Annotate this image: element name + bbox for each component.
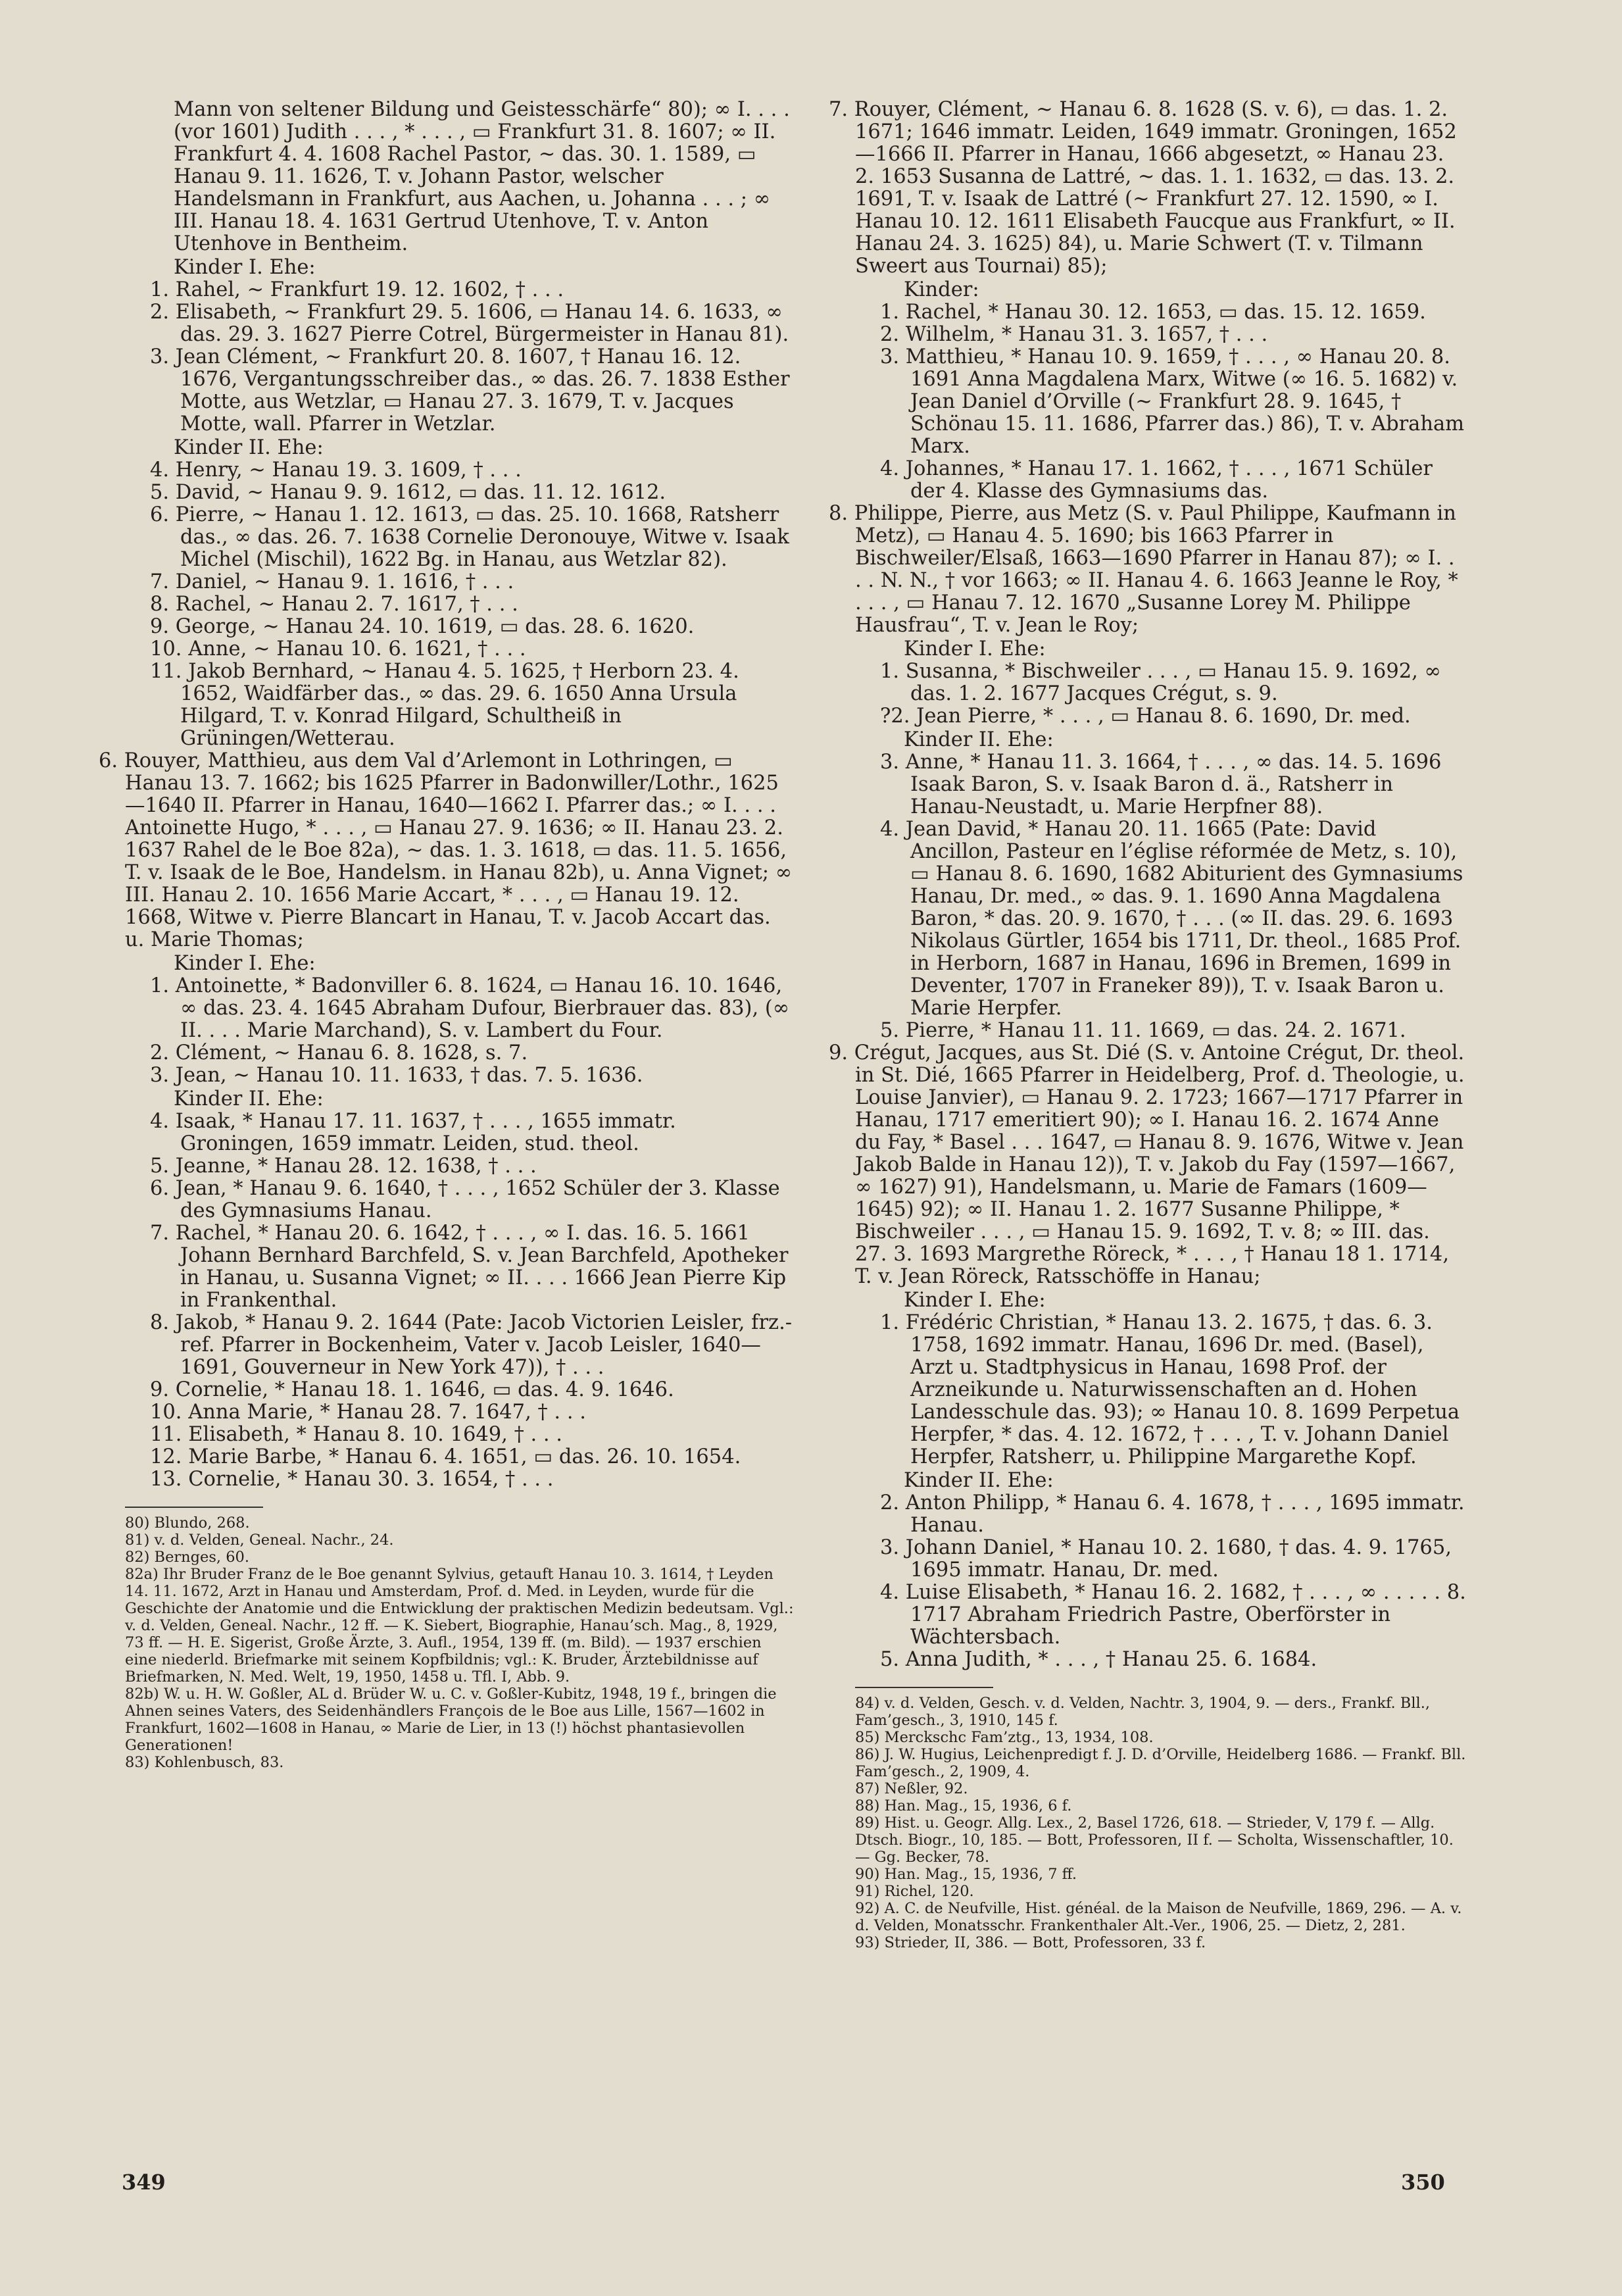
- section-heading: Kinder II. Ehe:: [904, 728, 1054, 751]
- child-entry: 1. Rahel, ∼ Frankfurt 19. 12. 1602, † . . .: [150, 278, 564, 301]
- child-entry: 5. Pierre, * Hanau 11. 11. 1669, ▭ das. 24. 2. 1671.: [880, 1019, 1406, 1042]
- footnote: 86) J. W. Hugius, Leichenpredigt f. J. D. d’Orville, Heidelberg 1686. — Frankf. Bll. Fam’gesch., 2, 1909, 4.: [855, 1746, 1466, 1780]
- child-entry: 10. Anne, ∼ Hanau 10. 6. 1621, † . . .: [150, 637, 526, 661]
- child-entry: 4. Johannes, * Hanau 17. 1. 1662, † . . . , 1671 Schüler der 4. Klasse des Gymnasiums das.: [880, 457, 1433, 503]
- footnote: 89) Hist. u. Geogr. Allg. Lex., 2, Basel 1726, 618. — Strieder, V, 179 f. — Allg. Dtsch. Biogr., 10, 185. — Bott, Professoren, II f. — Scholta, Wissenschaftler, 10. — Gg. Becker, 78.: [855, 1814, 1454, 1866]
- child-entry: 3. Matthieu, * Hanau 10. 9. 1659, † . . . , ∞ Hanau 20. 8. 1691 Anna Magdalena Marx, Witwe (∞ 16. 5. 1682) v. Jean Daniel d’Orville (∼ Frankfurt 28. 9. 1645, † Schönau 15. 11. 1686, Pfarrer das.) 86), T. v. Abraham Marx.: [880, 345, 1465, 458]
- footnote: 85) Merckschc Fam’ztg., 13, 1934, 108.: [855, 1729, 1154, 1746]
- genealogy-entry: 8. Philippe, Pierre, aus Metz (S. v. Paul Philippe, Kaufmann in Metz), ▭ Hanau 4. 5. 1690; bis 1663 Pfarrer in Bischweiler/Elsaß, 1663—1690 Pfarrer in Hanau 87); ∞ I. . . . N. N., † vor 1663; ∞ II. Hanau 4. 6. 1663 Jeanne le Roy, * . . . , ▭ Hanau 7. 12. 1670 „Susanne Lorey M. Philippe Hausfrau“, T. v. Jean le Roy;: [829, 502, 1458, 637]
- footnote: 82b) W. u. H. W. Goßler, AL d. Brüder W. u. C. v. Goßler-Kubitz, 1948, 19 f., bringen die Ahnen seines Vaters, des Seidenhändlers François de le Boe aus Lille, 1567—1602 in Frankfurt, 1602—1608 in Hanau, ∞ Marie de Lier, in 13 (!) höchst phantasievollen Generationen!: [125, 1685, 777, 1754]
- child-entry: 3. Johann Daniel, * Hanau 10. 2. 1680, † das. 4. 9. 1765, 1695 immatr. Hanau, Dr. med.: [880, 1536, 1452, 1582]
- section-heading: Kinder I. Ehe:: [174, 952, 316, 975]
- footnote: 82) Bernges, 60.: [125, 1549, 250, 1566]
- footnote: 84) v. d. Velden, Gesch. v. d. Velden, Nachtr. 3, 1904, 9. — ders., Frankf. Bll., Fam’gesch., 3, 1910, 145 f.: [855, 1695, 1431, 1729]
- footnote: 93) Strieder, II, 386. — Bott, Professoren, 33 f.: [855, 1934, 1206, 1951]
- child-entry: ?2. Jean Pierre, * . . . , ▭ Hanau 8. 6. 1690, Dr. med.: [880, 705, 1411, 728]
- child-entry: 4. Henry, ∼ Hanau 19. 3. 1609, † . . .: [150, 459, 522, 482]
- page-number-left: 349: [122, 2170, 166, 2195]
- child-entry: 8. Jakob, * Hanau 9. 2. 1644 (Pate: Jacob Victorien Leisler, frz.-ref. Pfarrer in Bockenheim, Vater v. Jacob Leisler, 1640—1691, Gouverneur in New York 47)), † . . .: [150, 1311, 793, 1379]
- footnote: 91) Richel, 120.: [855, 1883, 974, 1900]
- section-heading: Kinder I. Ehe:: [174, 256, 316, 279]
- child-entry: 2. Wilhelm, * Hanau 31. 3. 1657, † . . .: [880, 323, 1268, 346]
- left-column-body: [99, 98, 796, 1491]
- child-entry: 5. Anna Judith, * . . . , † Hanau 25. 6. 1684.: [880, 1648, 1317, 1671]
- left-footnotes: [125, 1514, 796, 1771]
- genealogy-entry: 9. Crégut, Jacques, aus St. Dié (S. v. Antoine Crégut, Dr. theol. in St. Dié, 1665 Pfarrer in Heidelberg, Prof. d. Theologie, u. Louise Janvier), ▭ Hanau 9. 2. 1723; 1667—1717 Pfarrer in Hanau, 1717 emeritiert 90); ∞ I. Hanau 16. 2. 1674 Anne du Fay, * Basel . . . 1647, ▭ Hanau 8. 9. 1676, Witwe v. Jean Jakob Balde in Hanau 12)), T. v. Jakob du Fay (1597—1667, ∞ 1627) 91), Handelsmann, u. Marie de Famars (1609—1645) 92); ∞ II. Hanau 1. 2. 1677 Susanne Philippe, * Bischweiler . . . , ▭ Hanau 15. 9. 1692, T. v. 8; ∞ III. das. 27. 3. 1693 Margrethe Röreck, * . . . , † Hanau 18 1. 1714, T. v. Jean Röreck, Ratsschöffe in Hanau;: [829, 1041, 1465, 1288]
- footnote-divider: [855, 1687, 993, 1688]
- right-column: [829, 98, 1467, 1951]
- child-entry: 2. Elisabeth, ∼ Frankfurt 29. 5. 1606, ▭ Hanau 14. 6. 1633, ∞ das. 29. 3. 1627 Pierre Cotrel, Bürgermeister in Hanau 81).: [150, 301, 789, 346]
- footnote: 90) Han. Mag., 15, 1936, 7 ff.: [855, 1866, 1077, 1883]
- child-entry: 5. Jeanne, * Hanau 28. 12. 1638, † . . .: [150, 1155, 537, 1178]
- section-heading: Kinder I. Ehe:: [904, 1289, 1046, 1312]
- child-entry: 6. Pierre, ∼ Hanau 1. 12. 1613, ▭ das. 25. 10. 1668, Ratsherr das., ∞ das. 26. 7. 1638 Cornelie Deronouye, Witwe v. Isaak Michel (Mischil), 1622 Bg. in Hanau, aus Wetzlar 82).: [150, 503, 789, 571]
- genealogy-entry: 6. Rouyer, Matthieu, aus dem Val d’Arlemont in Lothringen, ▭ Hanau 13. 7. 1662; bis 1625 Pfarrer in Badonwiller/Lothr., 1625—1640 II. Pfarrer in Hanau, 1640—1662 I. Pfarrer das.; ∞ I. . . . Antoinette Hugo, * . . . , ▭ Hanau 27. 9. 1636; ∞ II. Hanau 23. 2. 1637 Rahel de le Boe 82a), ∼ das. 1. 3. 1618, ▭ das. 11. 5. 1656, T. v. Isaak de le Boe, Handelsm. in Hanau 82b), u. Anna Vignet; ∞ III. Hanau 2. 10. 1656 Marie Accart, * . . . , ▭ Hanau 19. 12. 1668, Witwe v. Pierre Blancart in Hanau, T. v. Jacob Accart das. u. Marie Thomas;: [99, 749, 793, 951]
- child-entry: 3. Jean, ∼ Hanau 10. 11. 1633, † das. 7. 5. 1636.: [150, 1064, 643, 1087]
- child-entry: 10. Anna Marie, * Hanau 28. 7. 1647, † . . .: [150, 1401, 586, 1424]
- footnote: 87) Neßler, 92.: [855, 1780, 968, 1797]
- section-heading: Kinder II. Ehe:: [904, 1469, 1054, 1492]
- child-entry: 6. Jean, * Hanau 9. 6. 1640, † . . . , 1652 Schüler der 3. Klasse des Gymnasiums Hanau.: [150, 1177, 780, 1222]
- footnote-divider: [125, 1507, 263, 1508]
- section-heading: Kinder:: [904, 278, 979, 301]
- footnote: 83) Kohlenbusch, 83.: [125, 1754, 284, 1771]
- genealogy-entry: 7. Rouyer, Clément, ∼ Hanau 6. 8. 1628 (S. v. 6), ▭ das. 1. 2. 1671; 1646 immatr. Leiden, 1649 immatr. Groningen, 1652—1666 II. Pfarrer in Hanau, 1666 abgesetzt, ∞ Hanau 23. 2. 1653 Susanna de Lattré, ∼ das. 1. 1. 1632, ▭ das. 13. 2. 1691, T. v. Isaak de Lattré (∼ Frankfurt 27. 12. 1590, ∞ I. Hanau 10. 12. 1611 Elisabeth Faucque aus Frankfurt, ∞ II. Hanau 24. 3. 1625) 84), u. Marie Schwert (T. v. Tilmann Sweert aus Tournai) 85);: [829, 98, 1457, 278]
- child-entry: 1. Rachel, * Hanau 30. 12. 1653, ▭ das. 15. 12. 1659.: [880, 301, 1426, 324]
- section-heading: Kinder I. Ehe:: [904, 637, 1046, 661]
- footnote: 88) Han. Mag., 15, 1936, 6 f.: [855, 1797, 1072, 1814]
- left-column: [99, 98, 796, 1771]
- child-entry: 11. Elisabeth, * Hanau 8. 10. 1649, † . . .: [150, 1423, 562, 1446]
- right-footnotes: [855, 1695, 1467, 1951]
- footnote: 92) A. C. de Neufville, Hist. généal. de la Maison de Neufville, 1869, 296. — A. v. d. Velden, Monatsschr. Frankenthaler Alt.-Ver., 1906, 25. — Dietz, 2, 281.: [855, 1900, 1462, 1934]
- child-entry: 1. Frédéric Christian, * Hanau 13. 2. 1675, † das. 6. 3. 1758, 1692 immatr. Hanau, 1696 Dr. med. (Basel), Arzt u. Stadtphysicus in Hanau, 1698 Prof. der Arzneikunde u. Naturwissenschaften an d. Hohen Landesschule das. 93); ∞ Hanau 10. 8. 1699 Perpetua Herpfer, * das. 4. 12. 1672, † . . . , T. v. Johann Daniel Herpfer, Ratsherr, u. Philippine Margarethe Kopf.: [880, 1311, 1460, 1468]
- footnote: 82a) Ihr Bruder Franz de le Boe genannt Sylvius, getauft Hanau 10. 3. 1614, † Leyden 14. 11. 1672, Arzt in Hanau und Amsterdam, Prof. d. Med. in Leyden, wurde für die Geschichte der Anatomie und die Entwicklung der praktischen Medizin bedeutsam. Vgl.: v. d. Velden, Geneal. Nachr., 12 ff. — K. Siebert, Biographie, Hanau’sch. Mag., 8, 1929, 73 ff. — H. E. Sigerist, Große Ärzte, 3. Aufl., 1954, 139 ff. (m. Bild). — 1937 erschien eine niederld. Briefmarke mit seinem Kopfbildnis; vgl.: K. Bruder, Ärztebildnisse auf Briefmarken, N. Med. Welt, 19, 1950, 1458 u. Tfl. I, Abb. 9.: [125, 1566, 794, 1685]
- child-entry: 4. Jean David, * Hanau 20. 11. 1665 (Pate: David Ancillon, Pasteur en l’église réformée de Metz, s. 10), ▭ Hanau 8. 6. 1690, 1682 Abiturient des Gymnasiums Hanau, Dr. med., ∞ das. 9. 1. 1690 Anna Magdalena Baron, * das. 20. 9. 1670, † . . . (∞ II. das. 29. 6. 1693 Nikolaus Gürtler, 1654 bis 1711, Dr. theol., 1685 Prof. in Herborn, 1687 in Hanau, 1696 in Bremen, 1699 in Deventer, 1707 in Franeker 89)), T. v. Isaak Baron u. Marie Herpfer.: [880, 818, 1463, 1020]
- child-entry: Mann von seltener Bildung und Geistesschärfe“ 80); ∞ I. . . . (vor 1601) Judith . . . , * . . . , ▭ Frankfurt 31. 8. 1607; ∞ II. Frankfurt 4. 4. 1608 Rachel Pastor, ∼ das. 30. 1. 1589, ▭ Hanau 9. 11. 1626, T. v. Johann Pastor, welscher Handelsmann in Frankfurt, aus Aachen, u. Johanna . . . ; ∞ III. Hanau 18. 4. 1631 Gertrud Utenhove, T. v. Anton Utenhove in Bentheim.: [174, 98, 790, 255]
- child-entry: 7. Rachel, * Hanau 20. 6. 1642, † . . . , ∞ I. das. 16. 5. 1661 Johann Bernhard Barchfeld, S. v. Jean Barchfeld, Apotheker in Hanau, u. Susanna Vignet; ∞ II. . . . 1666 Jean Pierre Kip in Frankenthal.: [150, 1222, 789, 1312]
- child-entry: 2. Clément, ∼ Hanau 6. 8. 1628, s. 7.: [150, 1041, 528, 1064]
- child-entry: 2. Anton Philipp, * Hanau 6. 4. 1678, † . . . , 1695 immatr. Hanau.: [880, 1491, 1465, 1537]
- child-entry: 4. Isaak, * Hanau 17. 11. 1637, † . . . , 1655 immatr. Groningen, 1659 immatr. Leiden, stud. theol.: [150, 1110, 676, 1155]
- footnote: 80) Blundo, 268.: [125, 1514, 250, 1532]
- child-entry: 3. Anne, * Hanau 11. 3. 1664, † . . . , ∞ das. 14. 5. 1696 Isaak Baron, S. v. Isaak Baron d. ä., Ratsherr in Hanau-Neustadt, u. Marie Herpfner 88).: [880, 751, 1442, 818]
- child-entry: 3. Jean Clément, ∼ Frankfurt 20. 8. 1607, † Hanau 16. 12. 1676, Vergantungsschreiber das., ∞ das. 26. 7. 1838 Esther Motte, aus Wetzlar, ▭ Hanau 27. 3. 1679, T. v. Jacques Motte, wall. Pfarrer in Wetzlar.: [150, 345, 790, 436]
- right-column-body: [829, 98, 1467, 1671]
- section-heading: Kinder II. Ehe:: [174, 436, 324, 459]
- child-entry: 5. David, ∼ Hanau 9. 9. 1612, ▭ das. 11. 12. 1612.: [150, 481, 666, 504]
- footnote: 81) v. d. Velden, Geneal. Nachr., 24.: [125, 1532, 394, 1549]
- page-number-right: 350: [1401, 2170, 1445, 2195]
- section-heading: Kinder II. Ehe:: [174, 1087, 324, 1111]
- child-entry: 11. Jakob Bernhard, ∼ Hanau 4. 5. 1625, † Herborn 23. 4. 1652, Waidfärber das., ∞ das. 29. 6. 1650 Anna Ursula Hilgard, T. v. Konrad Hilgard, Schultheiß in Grüningen/Wetterau.: [150, 660, 739, 750]
- child-entry: 7. Daniel, ∼ Hanau 9. 1. 1616, † . . .: [150, 570, 514, 593]
- child-entry: 1. Susanna, * Bischweiler . . . , ▭ Hanau 15. 9. 1692, ∞ das. 1. 2. 1677 Jacques Crégut, s. 9.: [880, 660, 1441, 705]
- child-entry: 9. Cornelie, * Hanau 18. 1. 1646, ▭ das. 4. 9. 1646.: [150, 1378, 674, 1401]
- child-entry: 4. Luise Elisabeth, * Hanau 16. 2. 1682, † . . . , ∞ . . . . . 8. 1717 Abraham Friedrich Pastre, Oberförster in Wächtersbach.: [880, 1581, 1466, 1649]
- child-entry: 13. Cornelie, * Hanau 30. 3. 1654, † . . .: [150, 1468, 554, 1491]
- child-entry: 12. Marie Barbe, * Hanau 6. 4. 1651, ▭ das. 26. 10. 1654.: [150, 1445, 741, 1468]
- child-entry: 1. Antoinette, * Badonviller 6. 8. 1624, ▭ Hanau 16. 10. 1646, ∞ das. 23. 4. 1645 Abraham Dufour, Bierbrauer das. 83), (∞ II. . . . Marie Marchand), S. v. Lambert du Four.: [150, 974, 790, 1042]
- child-entry: 8. Rachel, ∼ Hanau 2. 7. 1617, † . . .: [150, 593, 518, 616]
- child-entry: 9. George, ∼ Hanau 24. 10. 1619, ▭ das. 28. 6. 1620.: [150, 615, 695, 638]
